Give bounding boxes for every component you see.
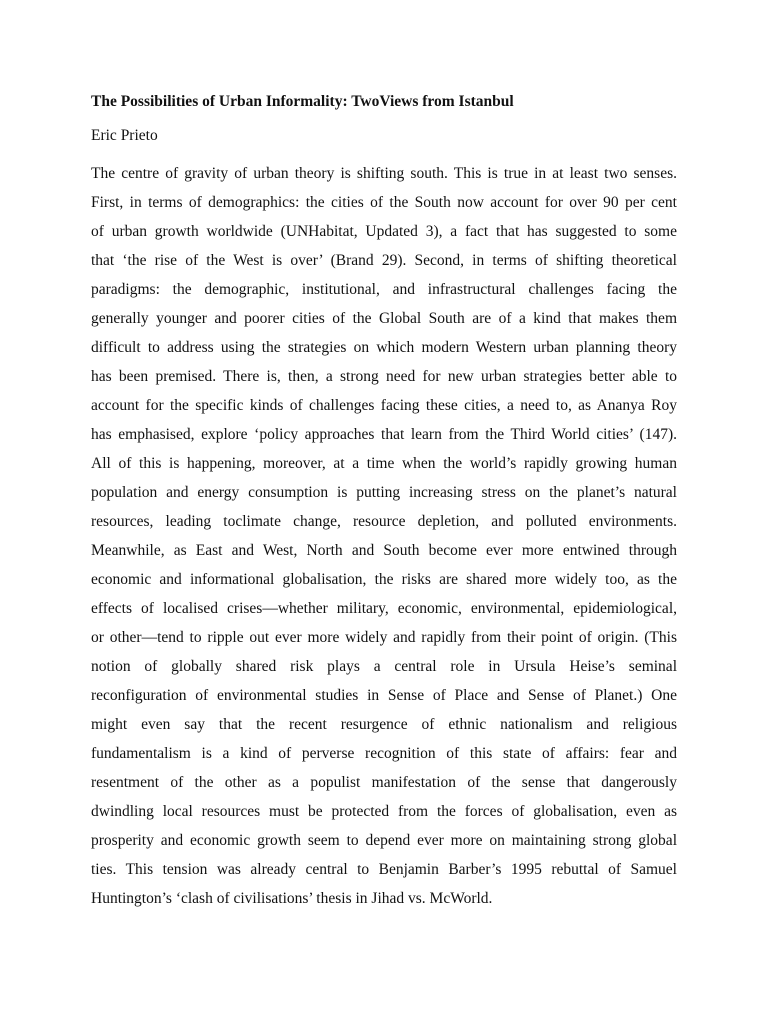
paragraph-line: dwindling local resources must be protected from the forces of globalisation, even as	[91, 803, 677, 820]
paragraph-line: economic and informational globalisation, the risks are shared more widely too, as the	[91, 571, 677, 588]
paragraph-line: that ‘the rise of the West is over’ (Brand 29). Second, in terms of shifting theoretical	[91, 252, 677, 269]
paragraph-line: has been premised. There is, then, a strong need for new urban strategies better able to	[91, 368, 677, 385]
paragraph-line: All of this is happening, moreover, at a time when the world’s rapidly growing human	[91, 455, 677, 472]
paragraph-line: effects of localised crises—whether military, economic, environmental, epidemiological,	[91, 600, 677, 617]
paragraph-line: Huntington’s ‘clash of civilisations’ thesis in Jihad vs. McWorld.	[91, 890, 493, 907]
paragraph-line: prosperity and economic growth seem to depend ever more on maintaining strong global	[91, 832, 677, 849]
paragraph-line: notion of globally shared risk plays a central role in Ursula Heise’s seminal	[91, 658, 677, 675]
paragraph-line: generally younger and poorer cities of the Global South are of a kind that makes them	[91, 310, 677, 327]
paragraph-line: fundamentalism is a kind of perverse recognition of this state of affairs: fear and	[91, 745, 677, 762]
paragraph-line: First, in terms of demographics: the cities of the South now account for over 90 per cent	[91, 194, 677, 211]
paragraph-line: ties. This tension was already central to Benjamin Barber’s 1995 rebuttal of Samuel	[91, 861, 677, 878]
paragraph-line: population and energy consumption is putting increasing stress on the planet’s natural	[91, 484, 677, 501]
body-paragraph	[91, 159, 677, 913]
paragraph-line: difficult to address using the strategies on which modern Western urban planning theory	[91, 339, 677, 356]
document-author: Eric Prieto	[91, 127, 158, 144]
paragraph-line: of urban growth worldwide (UNHabitat, Updated 3), a fact that has suggested to some	[91, 223, 677, 240]
paragraph-line: resources, leading toclimate change, resource depletion, and polluted environments.	[91, 513, 677, 530]
paragraph-line: or other—tend to ripple out ever more widely and rapidly from their point of origin. (This	[91, 629, 677, 646]
document-page	[91, 92, 677, 913]
paragraph-line: Meanwhile, as East and West, North and South become ever more entwined through	[91, 542, 677, 559]
paragraph-line: might even say that the recent resurgence of ethnic nationalism and religious	[91, 716, 677, 733]
document-title: The Possibilities of Urban Informality: TwoViews from Istanbul	[91, 93, 514, 110]
paragraph-line: paradigms: the demographic, institutional, and infrastructural challenges facing the	[91, 281, 677, 298]
paragraph-line: has emphasised, explore ‘policy approaches that learn from the Third World cities’ (147).	[91, 426, 677, 443]
paragraph-line: The centre of gravity of urban theory is shifting south. This is true in at least two senses.	[91, 165, 677, 182]
paragraph-line: account for the specific kinds of challenges facing these cities, a need to, as Ananya Roy	[91, 397, 677, 414]
paragraph-line: reconfiguration of environmental studies in Sense of Place and Sense of Planet.) One	[91, 687, 677, 704]
paragraph-line: resentment of the other as a populist manifestation of the sense that dangerously	[91, 774, 677, 791]
